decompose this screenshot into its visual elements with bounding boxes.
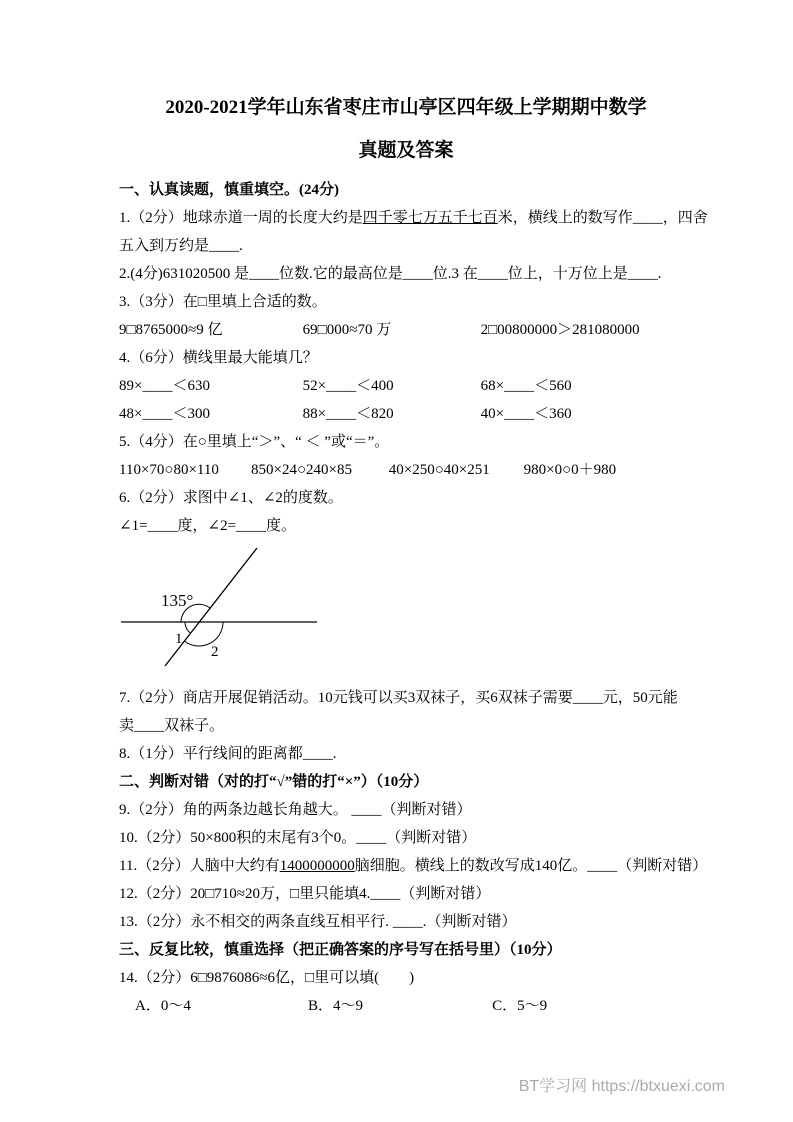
expression: 52×____＜400: [302, 378, 394, 394]
question-line: 7.（2分）商店开展促销活动。10元钱可以买3双袜子，买6双袜子需要____元，50元能: [119, 690, 678, 706]
text-segment: 11.（2分）人脑中大约有: [119, 858, 280, 874]
section-heading: 二、判断对错（对的打“√”错的打“×”）（10分）: [119, 774, 429, 790]
text-segment: 米，横线上的数写作____，四舍: [497, 210, 708, 226]
expression: 40×250○40×251: [388, 462, 490, 478]
expression: 110×70○80×110: [119, 462, 219, 478]
question-line: 卖____双袜子。: [119, 718, 225, 734]
expression: 850×24○240×85: [251, 462, 352, 478]
question-line: 6.（2分）求图中∠1、∠2的度数。: [119, 490, 343, 506]
angle-2-label: 2: [211, 644, 219, 660]
question-line: [119, 852, 708, 880]
footer-watermark: BT学习网 https://btxuexi.com: [518, 1078, 725, 1095]
question-line: 3.（3分）在□里填上合适的数。: [119, 294, 327, 310]
question-line: 五入到万约是____.: [119, 238, 243, 254]
expression: 88×____＜820: [302, 406, 394, 422]
underlined-value: 四千零七万五千七百: [362, 210, 498, 226]
expression: 40×____＜360: [480, 406, 572, 422]
document-body-bottom: [119, 684, 708, 1020]
expression: 69□000≈70 万: [302, 322, 392, 338]
question-line: 8.（1分）平行线间的距离都____.: [119, 746, 337, 762]
text-segment: 脑细胞。横线上的数改写成140亿。____（判断对错）: [354, 858, 708, 874]
underlined-value: 1400000000: [279, 858, 355, 874]
question-row: [119, 992, 693, 1020]
question-line: [119, 204, 708, 232]
angle-135-label: 135°: [161, 591, 194, 610]
expression: 2□00800000＞281080000: [480, 322, 640, 338]
expression: C．5～9: [492, 998, 548, 1014]
question-line: 10.（2分）50×800积的末尾有3个0。____（判断对错）: [119, 830, 477, 846]
text-segment: 1.（2分）地球赤道一周的长度大约是: [119, 210, 363, 226]
expression: A．0～4: [135, 998, 191, 1014]
expression: 980×0○0＋980: [523, 462, 617, 478]
question-line: 5.（4分）在○里填上“＞”、“ ＜ ”或“＝”。: [119, 434, 390, 450]
section-heading: 三、反复比较，慎重选择（把正确答案的序号写在括号里）（10分）: [119, 942, 562, 958]
expression: 89×____＜630: [119, 378, 210, 394]
expression: B．4～9: [307, 998, 363, 1014]
question-row: [119, 400, 693, 428]
document-body-top: [119, 176, 708, 540]
expression: 9□8765000≈9 亿: [119, 322, 223, 338]
angle-1-arc: [185, 622, 190, 633]
angle-1-label: 1: [175, 631, 183, 647]
question-line: 14.（2分）6□9876086≈6亿，□里可以填( ): [119, 970, 415, 986]
question-line: ∠1=____度，∠2=____度。: [119, 518, 297, 534]
expression: 68×____＜560: [480, 378, 572, 394]
question-row: [119, 372, 693, 400]
question-line: 9.（2分）角的两条边越长角越大。 ____（判断对错）: [119, 802, 472, 818]
question-line: 2.(4分)631020500 是____位数.它的最高位是____位.3 在____位上，十万位上是____.: [119, 266, 662, 282]
expression: 48×____＜300: [119, 406, 210, 422]
title-line-2: 真题及答案: [358, 140, 454, 161]
question-row: [119, 456, 693, 484]
section-heading: 一、认真读题，慎重填空。(24分): [119, 182, 339, 198]
question-row: [119, 316, 693, 344]
angle-diagram: [119, 544, 409, 674]
question-line: 13.（2分）永不相交的两条直线互相平行. ____.（判断对错）: [119, 914, 517, 930]
page-title: [119, 86, 693, 172]
question-line: 12.（2分）20□710≈20万，□里只能填4.____（判断对错）: [119, 886, 491, 902]
angle-figure: [119, 544, 693, 676]
title-line-1: 2020-2021学年山东省枣庄市山亭区四年级上学期期中数学: [165, 97, 647, 118]
question-line: 4.（6分）横线里最大能填几？: [119, 350, 318, 366]
